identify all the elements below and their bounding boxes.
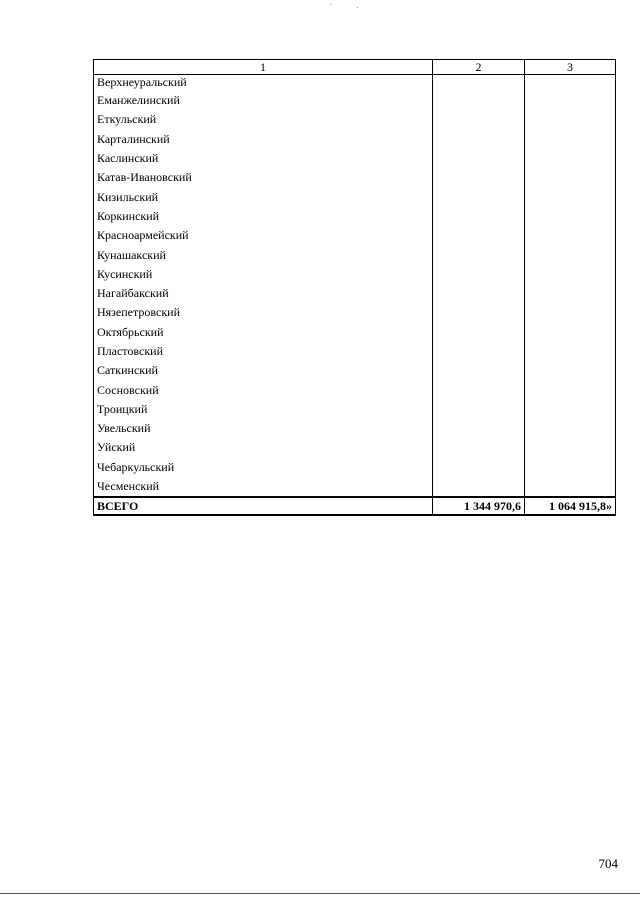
table-row (94, 226, 616, 245)
district-name-cell: Сосновский (94, 380, 433, 399)
district-name-cell: Кизильский (94, 187, 433, 206)
value-cell (525, 91, 616, 110)
table-row (94, 477, 616, 497)
value-cell (433, 323, 525, 342)
value-cell (433, 380, 525, 399)
value-cell (525, 245, 616, 264)
table-row (94, 75, 616, 92)
value-cell (433, 303, 525, 322)
district-name-cell: Чебаркульский (94, 458, 433, 477)
table-row (94, 303, 616, 322)
value-cell (433, 458, 525, 477)
district-name-cell: Пластовский (94, 342, 433, 361)
table-row (94, 265, 616, 284)
value-cell (525, 303, 616, 322)
table-row (94, 110, 616, 129)
table-row (94, 400, 616, 419)
value-cell (525, 284, 616, 303)
district-name-cell: Октябрьский (94, 323, 433, 342)
district-name-cell: Коркинский (94, 207, 433, 226)
district-name-cell: Кунашакский (94, 245, 433, 264)
value-cell (525, 400, 616, 419)
total-label-cell: ВСЕГО (94, 497, 433, 515)
value-cell (433, 149, 525, 168)
page-number: 704 (598, 856, 618, 871)
table-row (94, 130, 616, 149)
value-cell (525, 438, 616, 457)
column-header-1: 1 (94, 60, 433, 75)
value-cell (433, 187, 525, 206)
value-cell (525, 323, 616, 342)
table-row (94, 284, 616, 303)
table-row (94, 91, 616, 110)
value-cell (525, 168, 616, 187)
column-header-3: 3 (525, 60, 616, 75)
value-cell (525, 380, 616, 399)
value-cell (525, 207, 616, 226)
value-cell (525, 149, 616, 168)
value-cell (433, 400, 525, 419)
table-row (94, 458, 616, 477)
district-name-cell: Кусинский (94, 265, 433, 284)
district-name-cell: Катав-Ивановский (94, 168, 433, 187)
value-cell (433, 438, 525, 457)
district-name-cell: Красноармейский (94, 226, 433, 245)
district-table (93, 59, 616, 516)
district-name-cell: Нязепетровский (94, 303, 433, 322)
value-cell (433, 130, 525, 149)
table-row (94, 438, 616, 457)
value-cell (525, 226, 616, 245)
district-name-cell: Еманжелинский (94, 91, 433, 110)
value-cell (433, 361, 525, 380)
value-cell (433, 226, 525, 245)
table-row (94, 207, 616, 226)
value-cell (433, 110, 525, 129)
value-cell (525, 458, 616, 477)
value-cell (433, 419, 525, 438)
district-name-cell: Каслинский (94, 149, 433, 168)
table-row (94, 245, 616, 264)
table-row (94, 419, 616, 438)
district-name-cell: Нагайбакский (94, 284, 433, 303)
value-cell (525, 342, 616, 361)
value-cell (525, 265, 616, 284)
value-cell (433, 265, 525, 284)
table-row (94, 149, 616, 168)
district-name-cell: Саткинский (94, 361, 433, 380)
table-body (94, 75, 616, 516)
total-col3-cell: 1 064 915,8» (525, 497, 616, 515)
value-cell (433, 207, 525, 226)
value-cell (525, 75, 616, 92)
table-row (94, 342, 616, 361)
value-cell (433, 168, 525, 187)
scan-artifact (357, 7, 358, 8)
footer-divider (0, 893, 640, 894)
table-row (94, 380, 616, 399)
district-name-cell: Уйский (94, 438, 433, 457)
value-cell (433, 284, 525, 303)
district-name-cell: Увельский (94, 419, 433, 438)
value-cell (525, 187, 616, 206)
value-cell (525, 477, 616, 497)
value-cell (433, 91, 525, 110)
value-cell (525, 361, 616, 380)
value-cell (433, 245, 525, 264)
total-row (94, 497, 616, 515)
value-cell (433, 75, 525, 92)
value-cell (525, 110, 616, 129)
table-row (94, 168, 616, 187)
district-name-cell: Еткульский (94, 110, 433, 129)
total-col2-cell: 1 344 970,6 (433, 497, 525, 515)
value-cell (525, 130, 616, 149)
district-name-cell: Чесменский (94, 477, 433, 497)
column-header-2: 2 (433, 60, 525, 75)
table-header-row (94, 60, 616, 75)
district-name-cell: Троицкий (94, 400, 433, 419)
scan-artifact (330, 4, 331, 5)
district-name-cell: Верхнеуральский (94, 75, 433, 92)
value-cell (525, 419, 616, 438)
district-name-cell: Карталинский (94, 130, 433, 149)
table-row (94, 361, 616, 380)
table-row (94, 323, 616, 342)
table-row (94, 187, 616, 206)
value-cell (433, 342, 525, 361)
value-cell (433, 477, 525, 497)
